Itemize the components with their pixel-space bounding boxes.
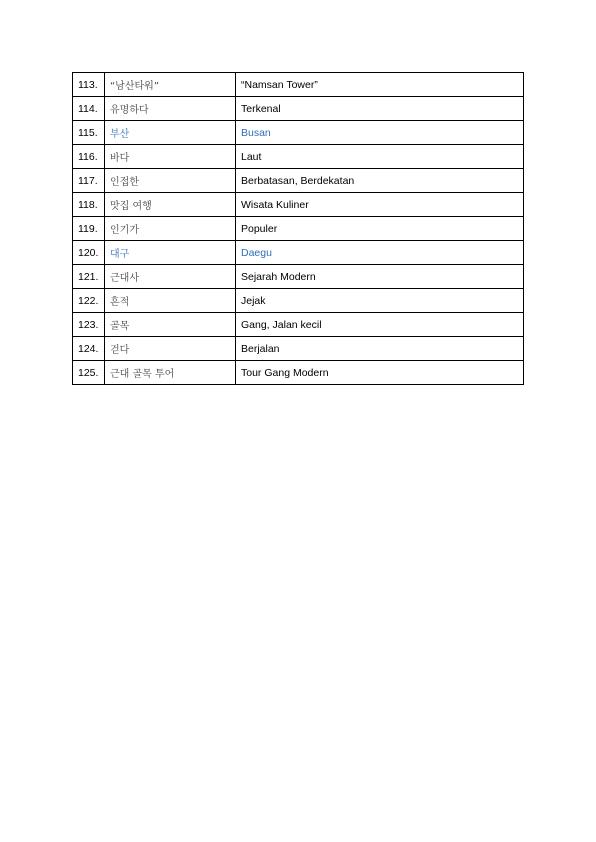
indonesian-translation: Gang, Jalan kecil (236, 313, 524, 337)
row-number: 124. (73, 337, 105, 361)
table-row (73, 313, 524, 337)
vocabulary-table (72, 72, 524, 385)
indonesian-translation: Berjalan (236, 337, 524, 361)
korean-word: 흔적 (105, 289, 236, 313)
indonesian-translation: “Namsan Tower” (236, 73, 524, 97)
table-row (73, 169, 524, 193)
row-number: 122. (73, 289, 105, 313)
table-row (73, 289, 524, 313)
indonesian-translation: Jejak (236, 289, 524, 313)
vocabulary-table-body (73, 73, 524, 385)
indonesian-translation: Tour Gang Modern (236, 361, 524, 385)
indonesian-translation: Wisata Kuliner (236, 193, 524, 217)
indonesian-translation: Sejarah Modern (236, 265, 524, 289)
korean-word: 맛집 여행 (105, 193, 236, 217)
table-row (73, 241, 524, 265)
row-number: 123. (73, 313, 105, 337)
indonesian-translation: Laut (236, 145, 524, 169)
korean-word: 유명하다 (105, 97, 236, 121)
korean-word: 인기가 (105, 217, 236, 241)
row-number: 113. (73, 73, 105, 97)
row-number: 115. (73, 121, 105, 145)
table-row (73, 145, 524, 169)
korean-word: 근대 골목 투어 (105, 361, 236, 385)
korean-word: 대구 (105, 241, 236, 265)
korean-word: 걷다 (105, 337, 236, 361)
row-number: 120. (73, 241, 105, 265)
table-row (73, 337, 524, 361)
row-number: 118. (73, 193, 105, 217)
korean-word: “남산타워” (105, 73, 236, 97)
table-row (73, 217, 524, 241)
table-row (73, 361, 524, 385)
row-number: 114. (73, 97, 105, 121)
korean-word: 바다 (105, 145, 236, 169)
row-number: 116. (73, 145, 105, 169)
table-row (73, 97, 524, 121)
korean-word: 근대사 (105, 265, 236, 289)
indonesian-translation: Terkenal (236, 97, 524, 121)
table-row (73, 121, 524, 145)
korean-word: 인접한 (105, 169, 236, 193)
indonesian-translation: Busan (236, 121, 524, 145)
indonesian-translation: Berbatasan, Berdekatan (236, 169, 524, 193)
table-row (73, 193, 524, 217)
korean-word: 골목 (105, 313, 236, 337)
row-number: 125. (73, 361, 105, 385)
indonesian-translation: Populer (236, 217, 524, 241)
table-row (73, 73, 524, 97)
row-number: 121. (73, 265, 105, 289)
row-number: 119. (73, 217, 105, 241)
row-number: 117. (73, 169, 105, 193)
table-row (73, 265, 524, 289)
indonesian-translation: Daegu (236, 241, 524, 265)
korean-word: 부산 (105, 121, 236, 145)
